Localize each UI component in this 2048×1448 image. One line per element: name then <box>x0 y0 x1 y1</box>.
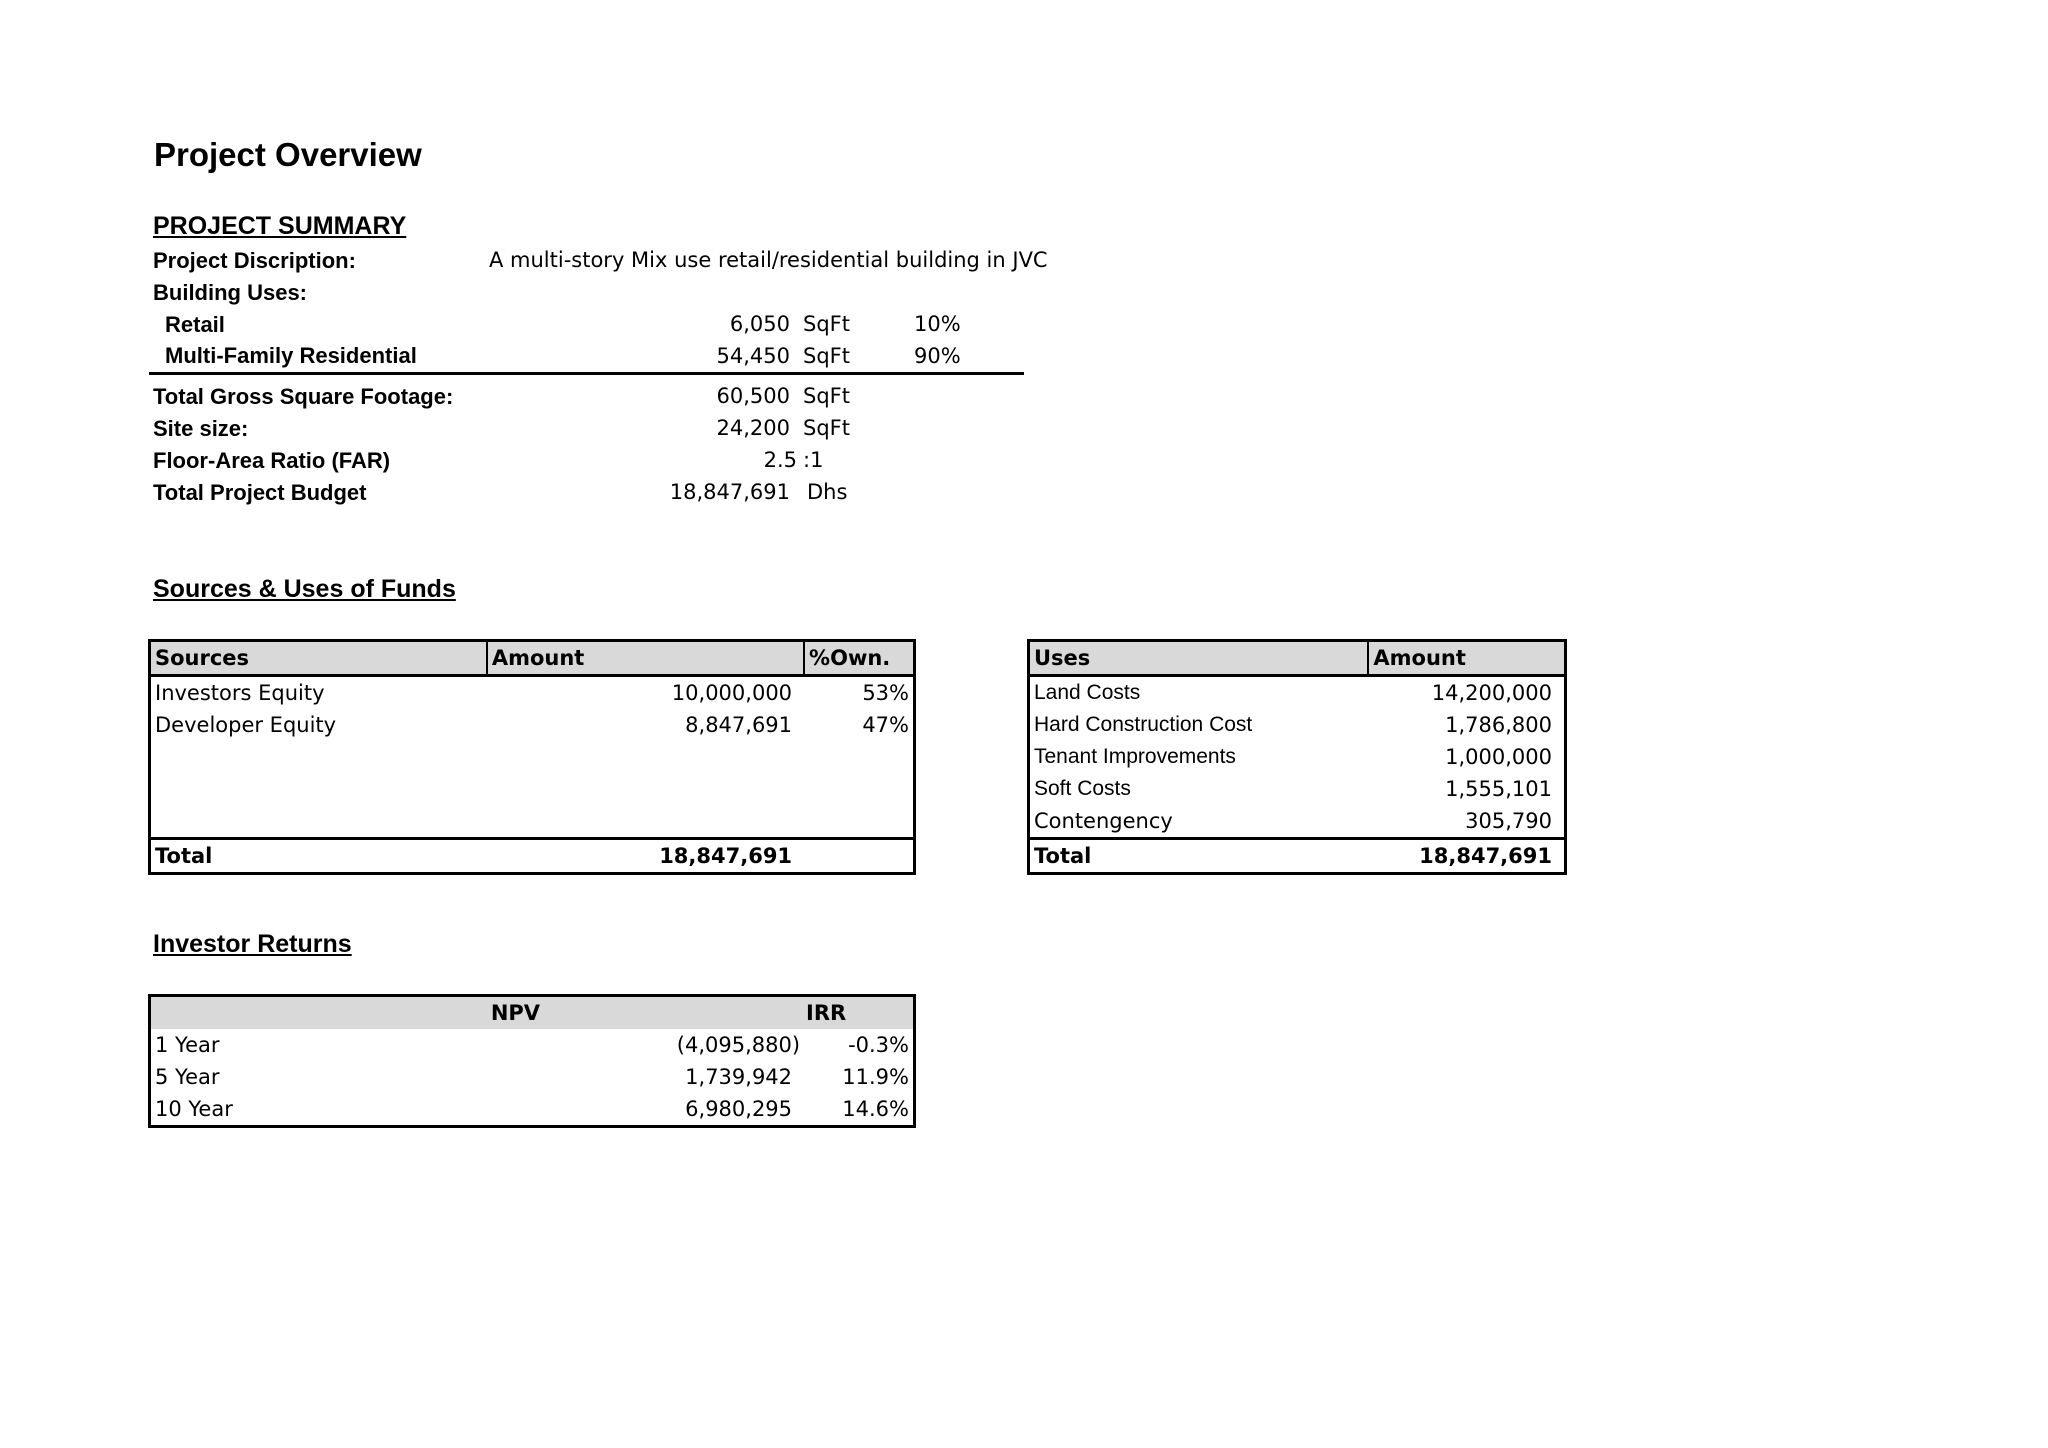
use-value-retail: 6,050 <box>729 312 790 336</box>
uses-total-label: Total <box>1029 839 1369 874</box>
table-row <box>150 1029 915 1061</box>
sources-header-row <box>150 641 915 676</box>
sources-table <box>148 639 916 875</box>
budget-unit: Dhs <box>807 480 848 504</box>
use-name: Contengency <box>1034 809 1173 833</box>
project-summary-heading: PROJECT SUMMARY <box>153 212 407 240</box>
description-value: A multi-story Mix use retail/residential building in JVC <box>489 248 1048 272</box>
uses-header-row <box>1029 641 1566 676</box>
use-value-residential: 54,450 <box>716 344 790 368</box>
gross-label: Total Gross Square Footage: <box>153 384 454 409</box>
source-name: Developer Equity <box>155 713 337 737</box>
use-name: Hard Construction Cost <box>1034 713 1253 736</box>
use-name: Soft Costs <box>1034 777 1131 800</box>
table-row <box>150 709 915 741</box>
site-value: 24,200 <box>716 416 790 440</box>
npv-col-header-text: NPV <box>490 1001 541 1025</box>
return-period: 5 Year <box>155 1065 220 1089</box>
site-label: Site size: <box>153 416 249 441</box>
source-amount: 10,000,000 <box>671 681 793 705</box>
far-unit: :1 <box>803 448 824 472</box>
building-uses-label: Building Uses: <box>153 280 308 305</box>
source-name: Investors Equity <box>155 681 325 705</box>
return-period: 10 Year <box>155 1097 233 1121</box>
sources-total-row <box>150 839 915 874</box>
use-unit-residential: SqFt <box>803 344 850 368</box>
funds-heading: Sources & Uses of Funds <box>153 575 456 603</box>
budget-label: Total Project Budget <box>153 480 367 505</box>
table-row <box>1029 773 1566 805</box>
sources-col-header: Sources <box>150 641 487 676</box>
table-row <box>150 676 915 710</box>
use-amount: 1,555,101 <box>1445 777 1552 801</box>
table-row <box>150 741 915 773</box>
site-unit: SqFt <box>803 416 850 440</box>
irr-col-header: IRR <box>804 996 914 1030</box>
return-period: 1 Year <box>155 1033 220 1057</box>
source-pct: 47% <box>862 713 909 737</box>
use-label-retail: Retail <box>165 312 225 337</box>
table-row <box>150 805 915 839</box>
return-npv: 6,980,295 <box>685 1097 793 1121</box>
uses-col-header: Uses <box>1029 641 1369 676</box>
table-row <box>150 1061 915 1093</box>
use-unit-retail: SqFt <box>803 312 850 336</box>
use-name: Land Costs <box>1034 681 1141 704</box>
uses-table <box>1027 639 1567 875</box>
return-irr: -0.3% <box>848 1033 909 1057</box>
npv-col-header <box>487 996 804 1030</box>
page-title: Project Overview <box>154 136 422 173</box>
use-amount: 1,000,000 <box>1445 745 1552 769</box>
sources-total-amount: 18,847,691 <box>487 839 804 874</box>
use-label-residential: Multi-Family Residential <box>165 343 417 368</box>
source-amount: 8,847,691 <box>685 713 793 737</box>
gross-unit: SqFt <box>803 384 850 408</box>
return-npv: (4,095,880) <box>676 1033 801 1057</box>
use-amount: 14,200,000 <box>1431 681 1552 705</box>
summary-divider <box>149 372 1024 375</box>
table-row <box>1029 709 1566 741</box>
gross-value: 60,500 <box>716 384 790 408</box>
budget-value: 18,847,691 <box>669 480 790 504</box>
source-pct: 53% <box>862 681 909 705</box>
uses-total-row <box>1029 839 1566 874</box>
uses-total-amount: 18,847,691 <box>1368 839 1565 874</box>
far-value: 2.5 <box>763 448 797 472</box>
period-col-header <box>150 996 487 1030</box>
description-label: Project Discription: <box>153 248 356 273</box>
returns-heading: Investor Returns <box>153 930 352 958</box>
far-label: Floor-Area Ratio (FAR) <box>153 448 391 473</box>
own-col-header: %Own. <box>804 641 914 676</box>
amount-col-header: Amount <box>487 641 804 676</box>
return-irr: 14.6% <box>842 1097 909 1121</box>
table-row <box>1029 741 1566 773</box>
use-pct-retail: 10% <box>914 312 961 336</box>
return-irr: 11.9% <box>842 1065 909 1089</box>
uses-amount-col-header: Amount <box>1368 641 1565 676</box>
use-amount: 305,790 <box>1465 809 1552 833</box>
table-row <box>1029 676 1566 710</box>
returns-table <box>148 994 916 1128</box>
sources-total-label: Total <box>150 839 487 874</box>
returns-header-row <box>150 996 915 1030</box>
use-amount: 1,786,800 <box>1445 713 1552 737</box>
return-npv: 1,739,942 <box>685 1065 793 1089</box>
table-row <box>150 1093 915 1127</box>
table-row <box>1029 805 1566 839</box>
table-row <box>150 773 915 805</box>
use-pct-residential: 90% <box>914 344 961 368</box>
use-name: Tenant Improvements <box>1034 745 1236 768</box>
